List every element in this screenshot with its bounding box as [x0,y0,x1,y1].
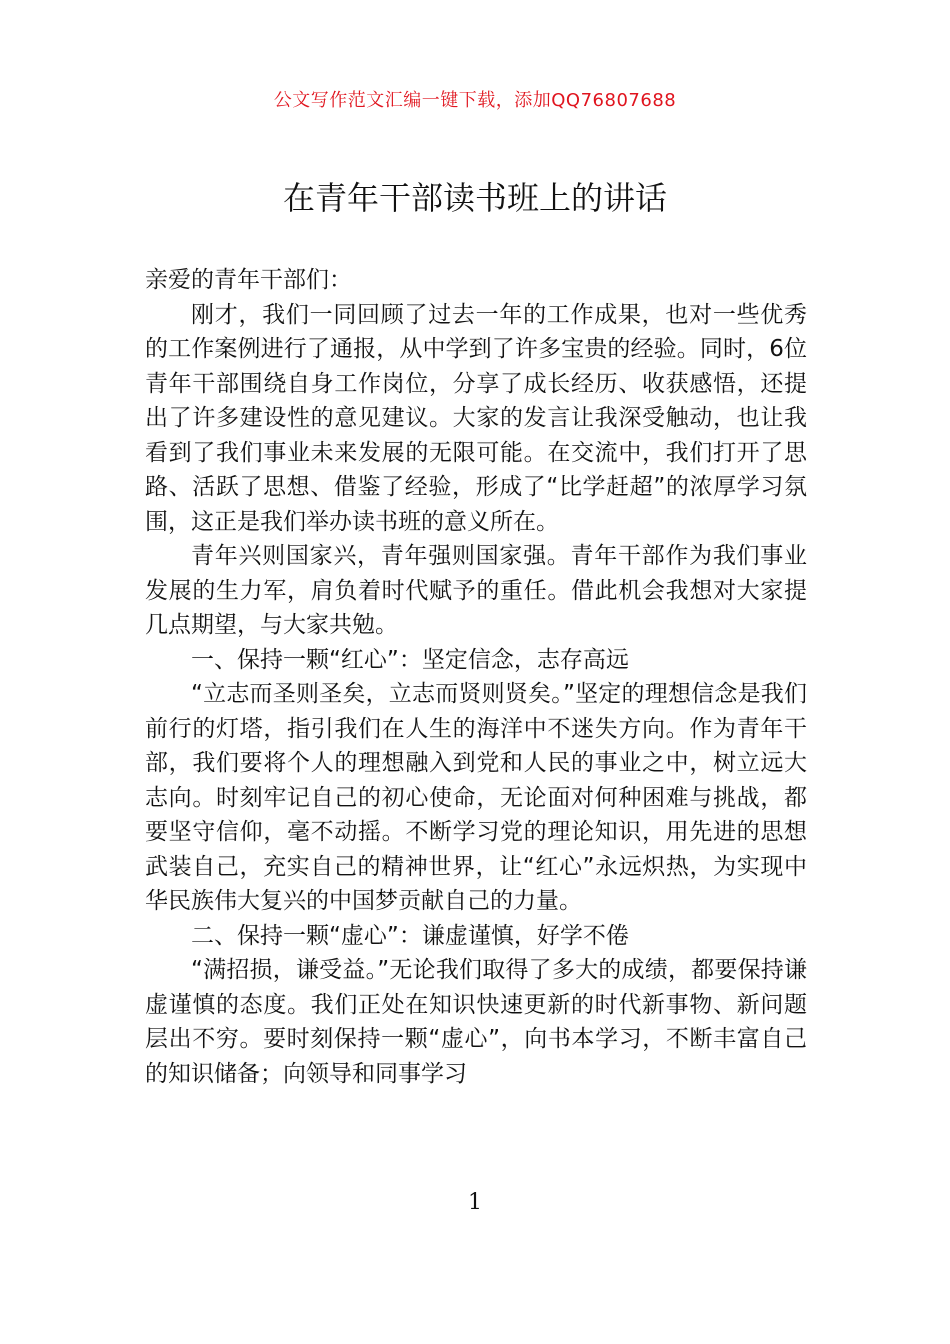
paragraph-intro: 刚才，我们一同回顾了过去一年的工作成果，也对一些优秀的工作案例进行了通报，从中学到了许多宝贵的经验。同时，6位青年干部围绕自身工作岗位，分享了成长经历、收获感悟，还提出了许多建设性的意见建议。大家的发言让我深受触动，也让我看到了我们事业未来发展的无限可能。在交流中，我们打开了思路、活跃了思想、借鉴了经验，形成了“比学赶超”的浓厚学习氛围，这正是我们举办读书班的意义所在。 [145,301,807,535]
paragraph-section-1: “立志而圣则圣矣，立志而贤则贤矣。”坚定的理想信念是我们前行的灯塔，指引我们在人生的海洋中不迷失方向。作为青年干部，我们要将个人的理想融入到党和人民的事业之中，树立远大志向。时刻牢记自己的初心使命，无论面对何种困难与挑战，都要坚守信仰，毫不动摇。不断学习党的理论知识，用先进的思想武装自己，充实自己的精神世界，让“红心”永远炽热，为实现中华民族伟大复兴的中国梦贡献自己的力量。 [145,681,807,914]
section-heading-1: 一、保持一颗“红心”：坚定信念，志存高远 [191,646,629,673]
section-heading-2: 二、保持一颗“虚心”：谦虚谨慎，好学不倦 [191,922,629,949]
page-number: 1 [468,1190,482,1215]
paragraph-expectation: 青年兴则国家兴，青年强则国家强。青年干部作为我们事业发展的生力军，肩负着时代赋予的重任。借此机会我想对大家提几点期望，与大家共勉。 [145,543,807,638]
header-note: 公文写作范文汇编一键下载，添加QQ76807688 [273,90,677,111]
salutation: 亲爱的青年干部们： [145,267,352,293]
document-body [145,263,807,1091]
document-title: 在青年干部读书班上的讲话 [282,179,667,217]
paragraph-section-2: “满招损，谦受益。”无论我们取得了多大的成绩，都要保持谦虚谨慎的态度。我们正处在知识快速更新的时代新事物、新问题层出不穷。要时刻保持一颗“虚心”，向书本学习，不断丰富自己的知识储备；向领导和同事学习 [145,957,807,1087]
